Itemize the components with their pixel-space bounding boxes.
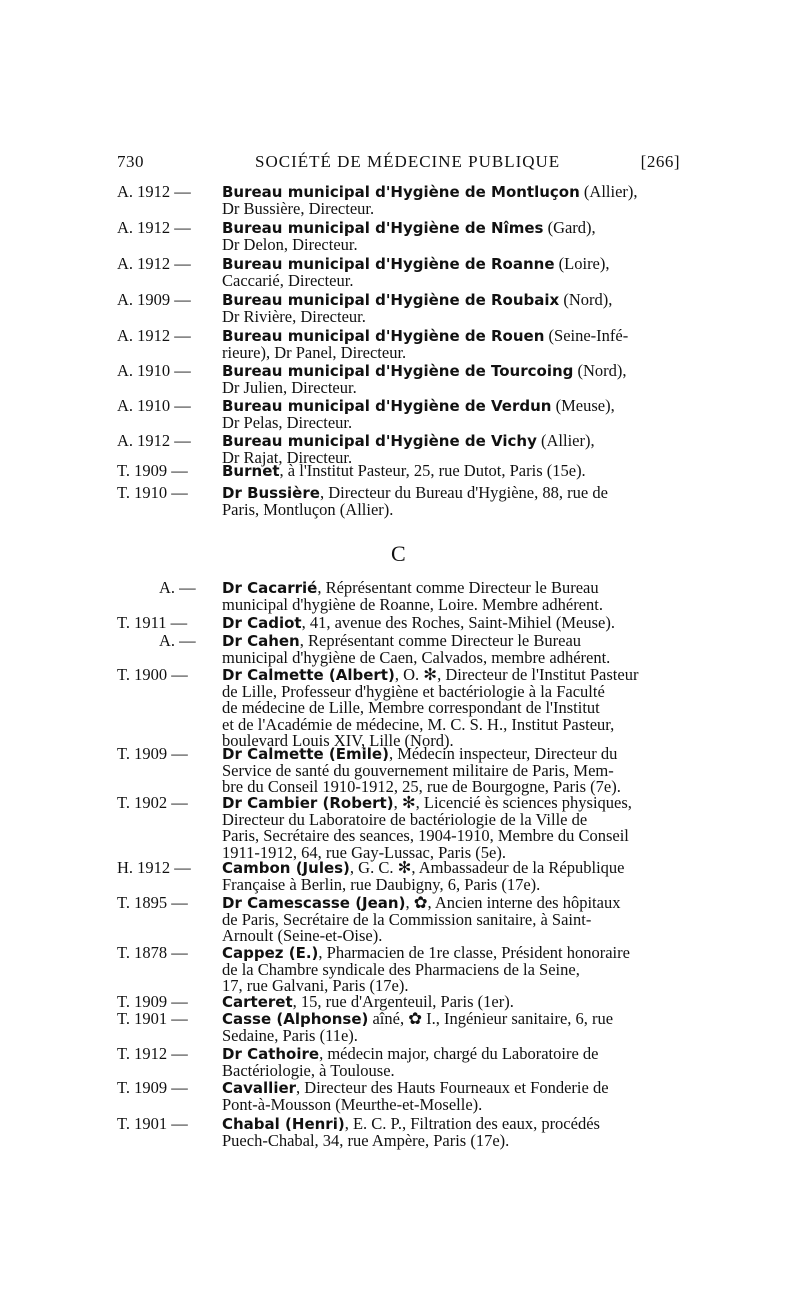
entry-details: (Allier), [536,431,595,450]
entry-name: Dr Bussière [222,484,320,502]
entry-membership-year: T. 1902 — [117,793,188,812]
entry-membership-year: T. 1909 — [117,744,188,763]
entry-membership-year: A. 1912 — [117,182,191,201]
entry-continuation-line: de la Chambre syndicale des Pharmaciens de la Seine, [222,959,580,979]
entry-name: Dr Calmette (Emile) [222,745,389,763]
entry-membership-year: T. 1909 — [117,461,188,480]
entry-continuation-line: bre du Conseil 1910-1912, 25, rue de Bourgogne, Paris (7e). [222,777,621,796]
entry-membership-year: A. 1910 — [117,361,191,380]
entry-continuation-line: Française à Berlin, rue Daubigny, 6, Paris (17e). [222,874,541,894]
entry-details: (Gard), [543,218,596,237]
entry-continuation-line: Puech-Chabal, 34, rue Ampère, Paris (17e). [222,1130,510,1150]
entry-details: , O. ✻, Directeur de l'Institut Pasteur [394,665,639,684]
entry-details: , ✿, Ancien interne des hôpitaux [405,893,621,912]
entry-name: Cappez (E.) [222,944,319,962]
entry-details: , G. C. ✻, Ambassadeur de la République [349,858,625,877]
entry-membership-year: T. 1901 — [117,1114,188,1133]
running-header [117,148,680,174]
entry-continuation-line: Service de santé du gouvernement militaire de Paris, Mem- [222,760,614,780]
entry-continuation-line: boulevard Louis XIV, Lille (Nord). [222,731,454,750]
entry-name: Burnet [222,462,280,480]
entry-continuation-line: Dr Pelas, Directeur. [222,412,353,432]
entry-name: Dr Cahen [222,632,300,650]
entry-continuation-line: Dr Bussière, Directeur. [222,198,375,218]
entry-membership-year: T. 1909 — [117,1078,188,1097]
entry-continuation-line: Caccarié, Directeur. [222,270,354,290]
entry-details: , à l'Institut Pasteur, 25, rue Dutot, Paris (15e). [279,461,586,480]
entry-name: Dr Cathoire [222,1045,320,1063]
entry-membership-year: A. 1912 — [117,218,191,237]
entry-name: Dr Camescasse (Jean) [222,894,406,912]
entry-text [222,463,683,480]
entry-membership-year: T. 1895 — [117,893,188,912]
entry-text [222,615,683,632]
entry-name: Dr Cadiot [222,614,302,632]
entry-details: (Loire), [554,254,610,273]
journal-title: SOCIÉTÉ DE MÉDECINE PUBLIQUE [255,152,561,171]
entry-membership-year: T. 1912 — [117,1044,188,1063]
section-letter: C [391,541,406,566]
entry-continuation-line: municipal d'hygiène de Roanne, Loire. Membre adhérent. [222,594,603,614]
entry-details: , Réprésentant comme Directeur le Bureau [317,578,599,597]
page-identifier: [266] [640,152,680,171]
entry-details: , Représentant comme Directeur le Bureau [299,631,582,650]
entry-membership-year: T. 1901 — [117,1009,188,1028]
entry-continuation-line: Directeur du Laboratoire de bactériologie de la Ville de [222,809,588,829]
entry-name: Chabal (Henri) [222,1115,345,1133]
entry-name: Bureau municipal d'Hygiène de Roanne [222,255,555,273]
entry-membership-year: A. — [159,578,196,597]
entry-continuation-line: Dr Julien, Directeur. [222,377,357,397]
entry-membership-year: T. 1878 — [117,943,188,962]
entry-details: , ✻, Licencié ès sciences physiques, [393,793,632,812]
entry-continuation-line: de médecine de Lille, Membre correspondant de l'Institut [222,698,600,717]
entry-continuation-line: municipal d'hygiène de Caen, Calvados, membre adhérent. [222,647,611,667]
entry-continuation-line: Arnoult (Seine-et-Oise). [222,926,383,945]
entry-details: , Directeur du Bureau d'Hygiène, 88, rue de [319,483,608,502]
entry-continuation-line: Dr Delon, Directeur. [222,234,358,254]
entry-name: Bureau municipal d'Hygiène de Vichy [222,432,537,450]
entry-name: Bureau municipal d'Hygiène de Tourcoing [222,362,574,380]
entry-membership-year: T. 1909 — [117,992,188,1011]
entry-continuation-line: Pont-à-Mousson (Meurthe-et-Moselle). [222,1094,483,1114]
entry-name: Bureau municipal d'Hygiène de Verdun [222,397,552,415]
entry-details: , médecin major, chargé du Laboratoire de [319,1044,599,1063]
entry-details: , 41, avenue des Roches, Saint-Mihiel (Meuse). [301,613,615,632]
entry-continuation-line: Sedaine, Paris (11e). [222,1025,358,1045]
entry-name: Cambon (Jules) [222,859,350,877]
entry-membership-year: H. 1912 — [117,858,191,877]
entry-continuation-line: Paris, Montluçon (Allier). [222,499,394,519]
entry-details: (Meuse), [551,396,615,415]
entry-membership-year: A. — [159,631,196,650]
entry-membership-year: A. 1912 — [117,431,191,450]
entry-name: Bureau municipal d'Hygiène de Roubaix [222,291,560,309]
entry-details: , Médecin inspecteur, Directeur du [388,744,618,763]
entry-membership-year: T. 1900 — [117,665,188,684]
entry-name: Bureau municipal d'Hygiène de Rouen [222,327,545,345]
entry-name: Bureau municipal d'Hygiène de Nîmes [222,219,544,237]
entry-details: , Pharmacien de 1re classe, Président honoraire [318,943,630,962]
entry-name: Casse (Alphonse) [222,1010,369,1028]
entry-name: Carteret [222,993,293,1011]
entry-membership-year: A. 1912 — [117,326,191,345]
entry-details: aîné, ✿ I., Ingénieur sanitaire, 6, rue [368,1009,614,1028]
entry-membership-year: T. 1911 — [117,613,188,632]
entry-details: , 15, rue d'Argenteuil, Paris (1er). [292,992,514,1011]
entry-continuation-line: Dr Rivière, Directeur. [222,306,366,326]
entry-details: , Directeur des Hauts Fourneaux et Fonderie de [296,1078,609,1097]
entry-continuation-line: de Lille, Professeur d'hygiène et bactériologie à la Faculté [222,681,605,701]
entry-name: Dr Calmette (Albert) [222,666,395,684]
entry-details: (Nord), [573,361,627,380]
entry-continuation-line: Paris, Secrétaire des seances, 1904-1910, Membre du Conseil [222,826,629,845]
entry-name: Cavallier [222,1079,297,1097]
entry-name: Dr Cacarrié [222,579,318,597]
entry-membership-year: A. 1910 — [117,396,191,415]
entry-details: (Nord), [559,290,613,309]
entry-continuation-line: Dr Rajat, Directeur. [222,447,353,467]
entry-details: (Allier), [579,182,638,201]
entry-details: (Seine-Infé- [544,326,629,345]
page-number: 730 [117,152,144,171]
entry-membership-year: A. 1909 — [117,290,191,309]
entry-continuation-line: de Paris, Secrétaire de la Commission sanitaire, à Saint- [222,909,592,929]
entry-details: , E. C. P., Filtration des eaux, procédés [344,1114,600,1133]
entry-membership-year: T. 1910 — [117,483,188,502]
entry-continuation-line: et de l'Académie de médecine, M. C. S. H., Institut Pasteur, [222,714,615,734]
entry-name: Bureau municipal d'Hygiène de Montluçon [222,183,580,201]
entry-name: Dr Cambier (Robert) [222,794,394,812]
entry-continuation-line: rieure), Dr Panel, Directeur. [222,342,407,362]
entry-membership-year: A. 1912 — [117,254,191,273]
entry-continuation-line: 17, rue Galvani, Paris (17e). [222,976,409,995]
entry-continuation-line: 1911-1912, 64, rue Gay-Lussac, Paris (5e). [222,842,506,862]
entry-continuation-line: Bactériologie, à Toulouse. [222,1060,395,1080]
